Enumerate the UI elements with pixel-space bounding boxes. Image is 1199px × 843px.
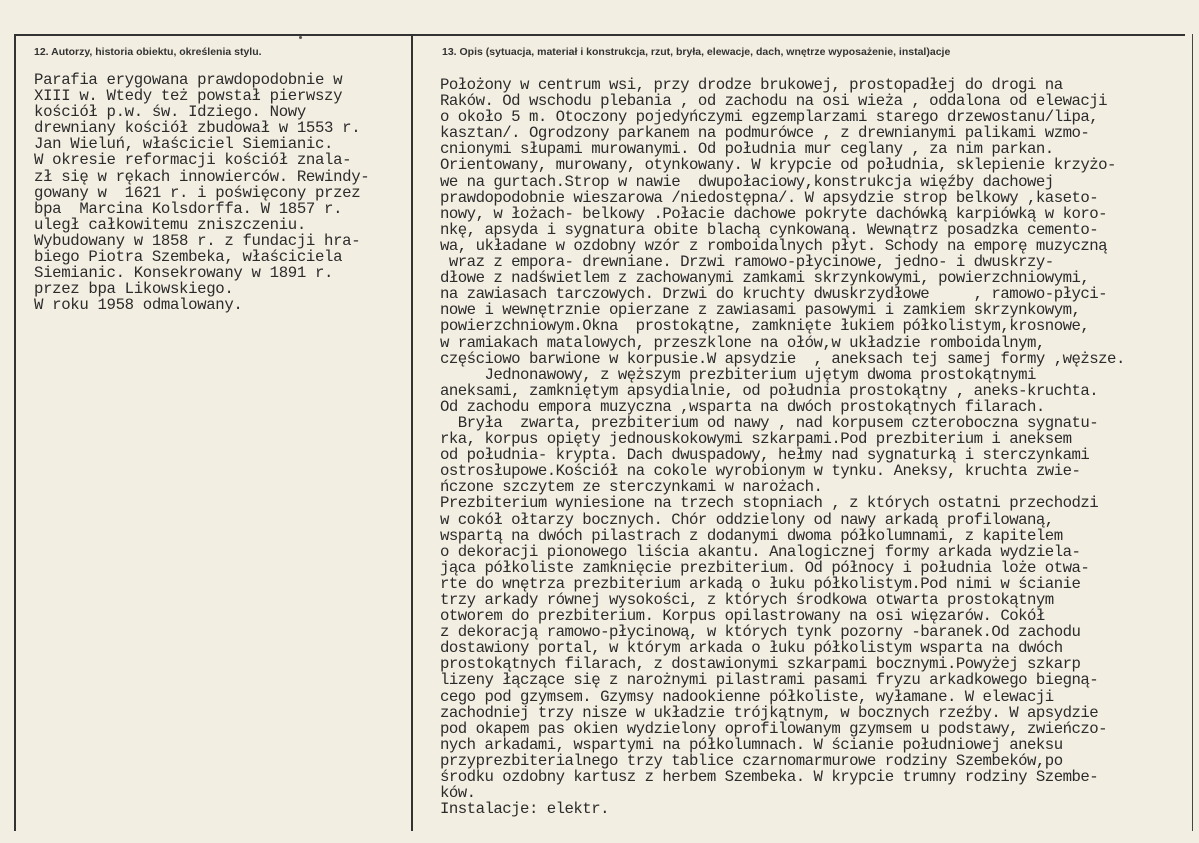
description-line: Od zachodu empora muzyczna ,wsparta na dwóch prostokątnych filarach.: [440, 397, 1045, 416]
description-line: środku ozdobny kartusz z herbem Szembeka. W krypcie trumny rodziny Szembe-: [440, 768, 1099, 787]
description-line: jąca półkoliste zamknięcie prezbiterium. Od północy i południa loże otwa-: [440, 558, 1090, 577]
history-line: gowany w 1621 r. i poświęcony przez: [34, 183, 361, 202]
description-line: kasztan/. Ogrodzony parkanem na podmurówce , z drewnianymi palikami wzmo-: [440, 124, 1090, 143]
description-line: o dekoracji pionowego liścia akantu. Analogicznej formy arkada wydziela-: [440, 542, 1081, 561]
description-line: Prezbiterium wyniesione na trzech stopniach , z których ostatni przechodzi: [440, 494, 1099, 513]
description-line: rka, korpus opięty jednouskokowymi szkarpami.Pod prezbiterium i aneksem: [440, 430, 1072, 449]
description-line: Położony w centrum wsi, przy drodze brukowej, prostopadłej do drogi na: [440, 76, 1063, 94]
history-line: biego Piotra Szembeka, właściciela: [34, 248, 343, 267]
description-line: ków.: [440, 784, 476, 803]
description-line: otworem do prezbiterium. Korpus opilastrowany na osi więzarów. Cokół: [440, 607, 1045, 626]
column-divider: [411, 34, 413, 831]
description-line: przyprezbiterialnego trzy tablice czarnomarmurowe rodziny Szembeków,po: [440, 751, 1063, 770]
description-line: dostawiony portal, w którym arkada o łuku półkolistym wsparta na dwóch: [440, 639, 1063, 658]
history-line: Wybudowany w 1858 r. z fundacji hra-: [34, 231, 361, 250]
description-line: nowe i wewnętrznie opierzane z zawiasami pasowymi i zamkiem skrzynkowym,: [440, 301, 1081, 320]
description-line: z dekoracją ramowo-płycinową, w których tynk pozorny -baranek.Od zachodu: [440, 623, 1081, 642]
description-line: dłowe z nadświetlem z zachowanymi zamkami skrzynkowymi, powierzchniowymi,: [440, 269, 1090, 288]
description-line: wa, układane w ozdobny wzór z romboidalnych płyt. Schody na emporę muzyczną: [440, 236, 1108, 255]
description-line: wraz z empora- drewniane. Drzwi ramowo-płycinowe, jedno- i dwuskrzy-: [440, 253, 1054, 272]
top-border: [14, 34, 1185, 36]
history-line: W okresie reformacji kościół znala-: [34, 151, 352, 170]
history-text: [34, 72, 406, 313]
ink-dot: [299, 36, 302, 39]
description-line: cnionymi słupami murowanymi. Od południa mur ceglany , za nim parkan.: [440, 140, 1054, 159]
description-line: od południa- krypta. Dach dwuspadowy, hełmy nad sygnaturką i sterczynkami: [440, 446, 1090, 465]
description-line: na zawiasach tarczowych. Drzwi do kruchty dwuskrzydłowe , ramowo-płyci-: [440, 285, 1108, 304]
history-line: drewniany kościół zbudował w 1553 r.: [34, 119, 361, 138]
description-line: w cokół ołtarzy bocznych. Chór oddzielony od nawy arkadą profilowaną,: [440, 510, 1054, 529]
description-line: zachodniej trzy nisze w układzie trójkątnym, w bocznych rzeźby. W apsydzie: [440, 703, 1099, 722]
description-line: we na gurtach.Strop w nawie dwupołaciowy,konstrukcja więźby dachowej: [440, 172, 1054, 191]
description-line: w ramiakach matalowych, przeszklone na ołów,w układzie romboidalnym,: [440, 333, 1045, 352]
section-13-heading: 13. Opis (sytuacja, materiał i konstrukcja, rzut, bryła, elewacje, dach, wnętrze wyposażenie, instal)acje: [442, 46, 951, 58]
description-line: Jednonawowy, z węższym prezbiterium ujętym dwoma prostokątnymi: [440, 365, 1036, 384]
history-line: przez bpa Likowskiego.: [34, 280, 234, 299]
description-line: Instalacje: elektr.: [440, 800, 609, 819]
history-line: Siemianic. Konsekrowany w 1891 r.: [34, 264, 334, 283]
history-line: kościół p.w. św. Idziego. Nowy: [34, 103, 306, 122]
description-line: nowy, w łożach- belkowy .Połacie dachowe pokryte dachówką karpiówką w koro-: [440, 204, 1108, 223]
history-line: zł się w rękach innowierców. Rewindy-: [34, 167, 370, 186]
description-line: częściowo barwione w korpusie.W apsydzie , aneksach tej samej formy ,węższe.: [440, 349, 1125, 368]
history-line: W roku 1958 odmalowany.: [34, 296, 243, 315]
history-line: uległ całkowitemu zniszczeniu.: [34, 215, 306, 234]
left-border: [14, 34, 16, 831]
description-line: prawdopodobnie wieszarowa /niedostępna/. W apsydzie strop belkowy ,kaseto-: [440, 188, 1099, 207]
description-line: nkę, apsyda i sygnatura obite blachą cynkowaną. Wewnątrz posadzka cemento-: [440, 220, 1099, 239]
description-line: prostokątnych filarach, z dostawionymi szkarpami bocznymi.Powyżej szkarp: [440, 655, 1081, 674]
description-line: lizeny łączące się z narożnymi pilastrami pasami fryzu arkadkowego biegną-: [440, 671, 1099, 690]
history-line: Jan Wieluń, właściciel Siemianic.: [34, 135, 334, 154]
description-line: Raków. Od wschodu plebania , od zachodu na osi wieża , oddalona od elewacji: [440, 92, 1108, 111]
history-line: bpa Marcina Kolsdorffa. W 1857 r.: [34, 199, 343, 218]
description-line: Bryła zwarta, prezbiterium od nawy , nad korpusem czteroboczna sygnatu-: [440, 413, 1099, 432]
description-line: aneksami, zamkniętym apsydialnie, od południa prostokątny , aneks-kruchta.: [440, 381, 1099, 400]
description-text: [440, 77, 1195, 817]
description-line: ńczone szczytem ze sterczynkami w narożach.: [440, 478, 823, 497]
section-12-heading: 12. Autorzy, historia obiektu, określenia stylu.: [34, 46, 262, 58]
description-line: cego pod gzymsem. Gzymsy nadookienne półkoliste, wyłamane. W elewacji: [440, 687, 1054, 706]
description-line: nych arkadami, wspartymi na półkolumnach. W ścianie południowej aneksu: [440, 735, 1063, 754]
description-line: Orientowany, murowany, otynkowany. W krypcie od południa, sklepienie krzyżo-: [440, 156, 1116, 175]
description-line: trzy arkady równej wysokości, z których środkowa otwarta prostokątnym: [440, 591, 1054, 609]
description-line: powierzchniowym.Okna prostokątne, zamknięte łukiem półkolistym,krosnowe,: [440, 317, 1090, 336]
history-line: Parafia erygowana prawdopodobnie w: [34, 71, 343, 89]
description-line: wspartą na dwóch pilastrach z dodanymi dwoma półkolumnami, z kapitelem: [440, 526, 1063, 545]
description-line: rte do wnętrza prezbiterium arkadą o łuku półkolistym.Pod nimi w ścianie: [440, 574, 1081, 593]
description-line: o około 5 m. Otoczony pojedyńczymi egzemplarzami starego drzewostanu/lipa,: [440, 108, 1099, 127]
description-line: pod okapem pas okien wydzielony oprofilowanym gzymsem u podstawy, zwieńczo-: [440, 719, 1108, 738]
history-line: XIII w. Wtedy też powstał pierwszy: [34, 87, 343, 106]
description-line: ostrosłupowe.Kościół na cokole wyrobionym w tynku. Aneksy, kruchta zwie-: [440, 462, 1081, 481]
